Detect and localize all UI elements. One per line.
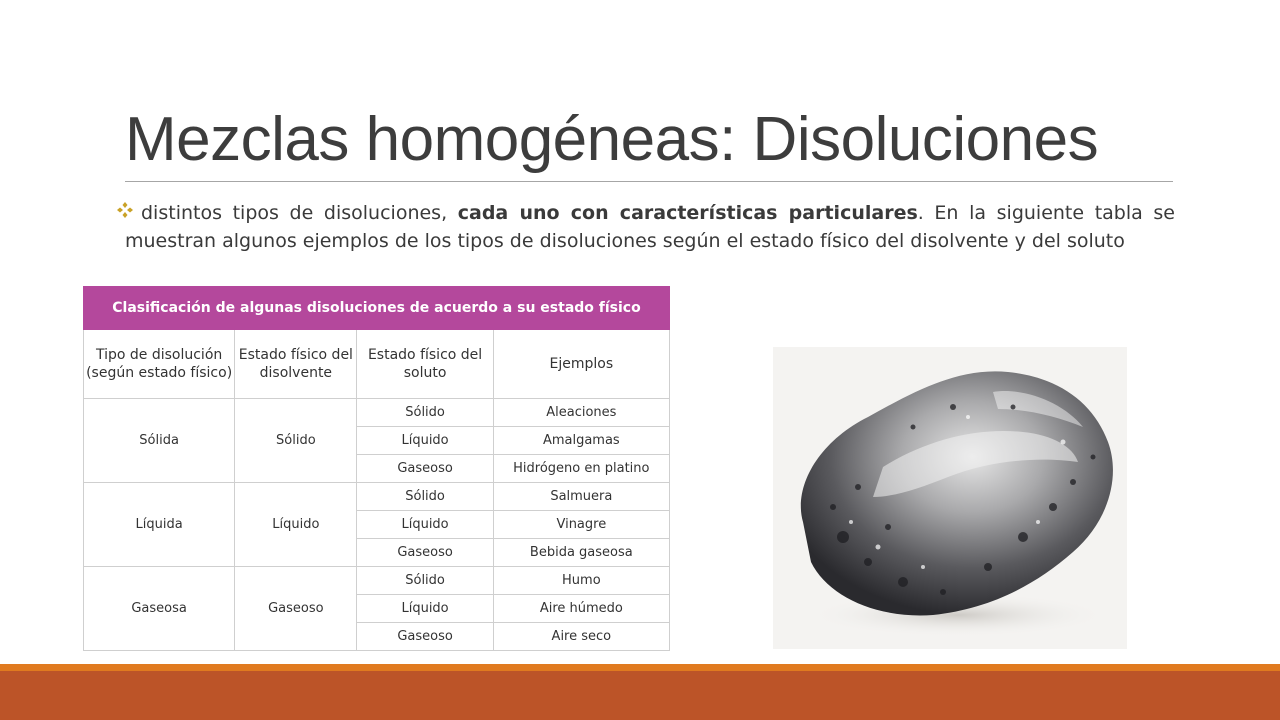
- title-divider: [125, 181, 1173, 182]
- cell-example: Aire húmedo: [493, 595, 669, 623]
- cell-solvent: Gaseoso: [235, 567, 357, 651]
- cell-example: Aleaciones: [493, 399, 669, 427]
- slide-title: Mezclas homogéneas: Disoluciones: [125, 105, 1099, 174]
- header-examples: Ejemplos: [493, 330, 669, 399]
- cell-type: Líquida: [84, 483, 235, 567]
- cell-example: Aire seco: [493, 623, 669, 651]
- cell-example: Humo: [493, 567, 669, 595]
- cell-solvent: Líquido: [235, 483, 357, 567]
- body-text-start: distintos tipos de disoluciones,: [141, 202, 458, 224]
- footer-bar: [0, 671, 1280, 720]
- cell-example: Hidrógeno en platino: [493, 455, 669, 483]
- cell-type: Gaseosa: [84, 567, 235, 651]
- header-solution-type: Tipo de disolución (según estado físico): [84, 330, 235, 399]
- table-row: [84, 483, 670, 511]
- classification-table: [83, 286, 670, 651]
- header-solute-state: Estado físico del soluto: [357, 330, 493, 399]
- cell-solute: Sólido: [357, 483, 493, 511]
- metal-nugget-image: [773, 347, 1127, 649]
- diamond-bullet-icon: [116, 199, 134, 217]
- cell-solute: Gaseoso: [357, 455, 493, 483]
- body-paragraph: [125, 199, 1175, 255]
- cell-example: Amalgamas: [493, 427, 669, 455]
- table-caption: Clasificación de algunas disoluciones de acuerdo a su estado físico: [84, 287, 670, 330]
- cell-solute: Sólido: [357, 399, 493, 427]
- cell-example: Vinagre: [493, 511, 669, 539]
- footer-accent-bar: [0, 664, 1280, 671]
- cell-solute: Líquido: [357, 511, 493, 539]
- metal-nugget-icon: [773, 347, 1127, 649]
- body-text-end: . En la siguiente tabla se muestran algunos ejemplos de los tipos de disoluciones según el estado físico del disolvente y del soluto: [125, 202, 1175, 252]
- cell-solvent: Sólido: [235, 399, 357, 483]
- cell-solute: Gaseoso: [357, 623, 493, 651]
- cell-example: Salmuera: [493, 483, 669, 511]
- cell-solute: Líquido: [357, 595, 493, 623]
- table-row: [84, 567, 670, 595]
- table-row: [84, 399, 670, 427]
- body-text-bold: cada uno con características particulares: [457, 202, 918, 224]
- cell-type: Sólida: [84, 399, 235, 483]
- cell-solute: Líquido: [357, 427, 493, 455]
- header-solvent-state: Estado físico del disolvente: [235, 330, 357, 399]
- cell-solute: Gaseoso: [357, 539, 493, 567]
- cell-example: Bebida gaseosa: [493, 539, 669, 567]
- cell-solute: Sólido: [357, 567, 493, 595]
